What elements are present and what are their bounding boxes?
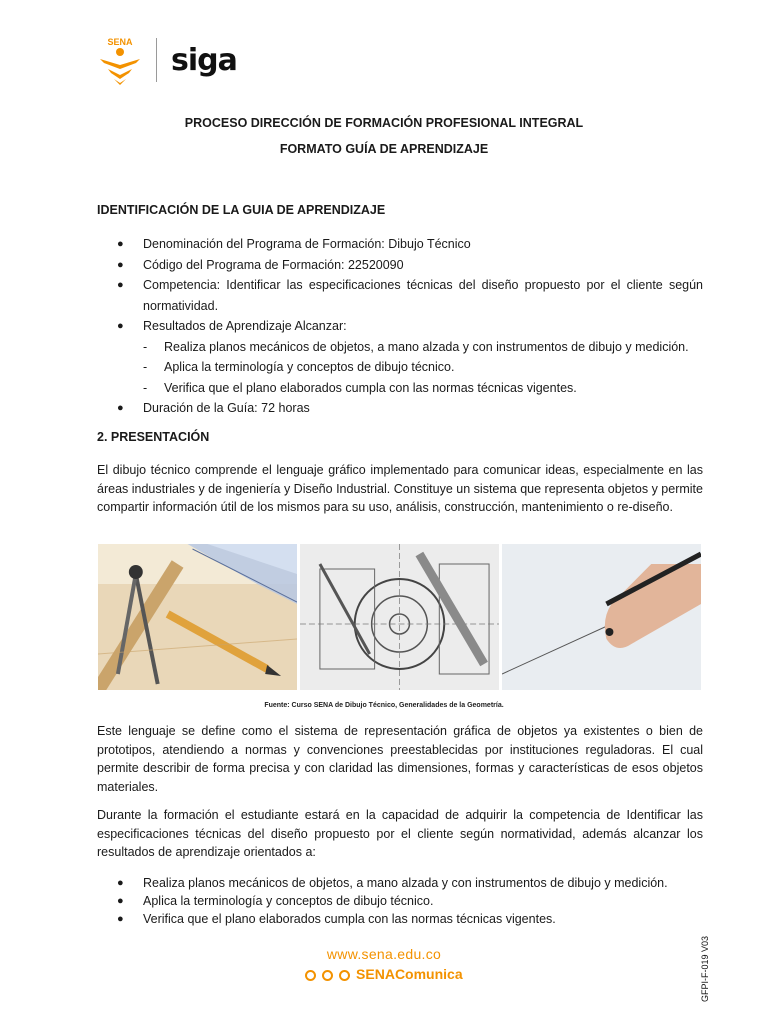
form-code: GFPI-F-019 V03 bbox=[700, 935, 710, 1002]
list-item bbox=[97, 910, 703, 928]
result-item bbox=[97, 337, 703, 358]
presentation-heading: 2. PRESENTACIÓN bbox=[97, 430, 210, 444]
list-item bbox=[97, 892, 703, 910]
result-text: Aplica la terminología y conceptos de dibujo técnico. bbox=[164, 360, 455, 374]
logo-divider bbox=[156, 38, 157, 82]
result-text: Realiza planos mecánicos de objetos, a mano alzada y con instrumentos de dibujo y medición. bbox=[164, 339, 689, 354]
list-item bbox=[97, 275, 703, 316]
result-item bbox=[97, 378, 703, 399]
process-title: PROCESO DIRECCIÓN DE FORMACIÓN PROFESIONAL INTEGRAL bbox=[184, 116, 584, 130]
siga-logo: siga bbox=[171, 42, 237, 78]
bullet-icon: ● bbox=[117, 320, 124, 332]
result-text: Realiza planos mecánicos de objetos, a mano alzada y con instrumentos de dibujo y medición. bbox=[143, 876, 668, 890]
social-handle: SENAComunica bbox=[356, 966, 463, 982]
dash-icon: - bbox=[143, 380, 148, 395]
dash-icon: - bbox=[143, 339, 148, 354]
list-item bbox=[97, 398, 703, 419]
bullet-icon: ● bbox=[117, 258, 124, 271]
results-list bbox=[97, 874, 703, 928]
format-title: FORMATO GUÍA DE APRENDIZAJE bbox=[279, 142, 489, 156]
result-item bbox=[97, 357, 703, 378]
list-item bbox=[97, 874, 703, 892]
list-item bbox=[97, 316, 703, 337]
footer-social bbox=[0, 966, 768, 982]
photo-strip bbox=[98, 544, 701, 690]
result-text: Aplica la terminología y conceptos de dibujo técnico. bbox=[143, 894, 434, 908]
program-name: Denominación del Programa de Formación: Dibujo Técnico bbox=[143, 237, 471, 251]
footer-url[interactable]: www.sena.edu.co bbox=[326, 946, 442, 962]
facebook-icon bbox=[305, 970, 316, 981]
bullet-icon: ● bbox=[117, 238, 124, 250]
header-logos bbox=[96, 34, 237, 86]
list-item bbox=[97, 234, 703, 255]
bullet-icon: ● bbox=[117, 913, 124, 925]
guide-duration: Duración de la Guía: 72 horas bbox=[143, 401, 310, 415]
bullet-icon: ● bbox=[117, 895, 124, 907]
identification-heading: IDENTIFICACIÓN DE LA GUIA DE APRENDIZAJE bbox=[97, 203, 386, 217]
compass-ruler-photo bbox=[98, 544, 297, 690]
identification-list bbox=[97, 234, 703, 419]
dash-icon: - bbox=[143, 360, 148, 374]
competence: Competencia: Identificar las especificaciones técnicas del diseño propuesto por el cliente según normatividad. bbox=[143, 278, 703, 313]
bullet-icon: ● bbox=[117, 402, 124, 414]
youtube-icon bbox=[339, 970, 350, 981]
learning-results-label: Resultados de Aprendizaje Alcanzar: bbox=[143, 319, 347, 333]
bullet-icon: ● bbox=[117, 279, 124, 291]
hand-drawing-photo bbox=[502, 544, 701, 690]
image-caption: Fuente: Curso SENA de Dibujo Técnico, Generalidades de la Geometría. bbox=[264, 702, 504, 709]
bullet-icon: ● bbox=[117, 877, 124, 889]
program-code: Código del Programa de Formación: 22520090 bbox=[143, 257, 404, 272]
sena-logo-text: SENA bbox=[107, 37, 133, 47]
result-text: Verifica que el plano elaborados cumpla con las normas técnicas vigentes. bbox=[143, 912, 556, 926]
presentation-paragraph-3: Durante la formación el estudiante estará en la capacidad de adquirir la competencia de Identificar las especificaciones técnicas del diseño propuesto por el cliente según normatividad, además alcanzar los resultados de aprendizaje orientados a: bbox=[97, 808, 703, 859]
sena-logo bbox=[96, 35, 144, 85]
result-text: Verifica que el plano elaborados cumpla con las normas técnicas vigentes. bbox=[164, 380, 577, 395]
twitter-icon bbox=[322, 970, 333, 981]
presentation-paragraph-2: Este lenguaje se define como el sistema de representación gráfica de objetos ya existentes o bien de prototipos, atendiendo a normas y convenciones preestablecidas por instituciones reguladoras. El cual permite describir de forma precisa y con claridad las dimensiones, formas y características de esos objetos materiales. bbox=[97, 724, 703, 794]
list-item bbox=[97, 255, 703, 276]
presentation-paragraph-1: El dibujo técnico comprende el lenguaje gráfico implementado para comunicar ideas, especialmente en las áreas industriales y de ingeniería y Diseño Industrial. Constituye un sistema que representa objetos y permite compartir información útil de los mismos para su uso, análisis, construcción, mantenimiento o re-diseño. bbox=[97, 463, 703, 514]
technical-drawing-photo bbox=[300, 544, 499, 690]
